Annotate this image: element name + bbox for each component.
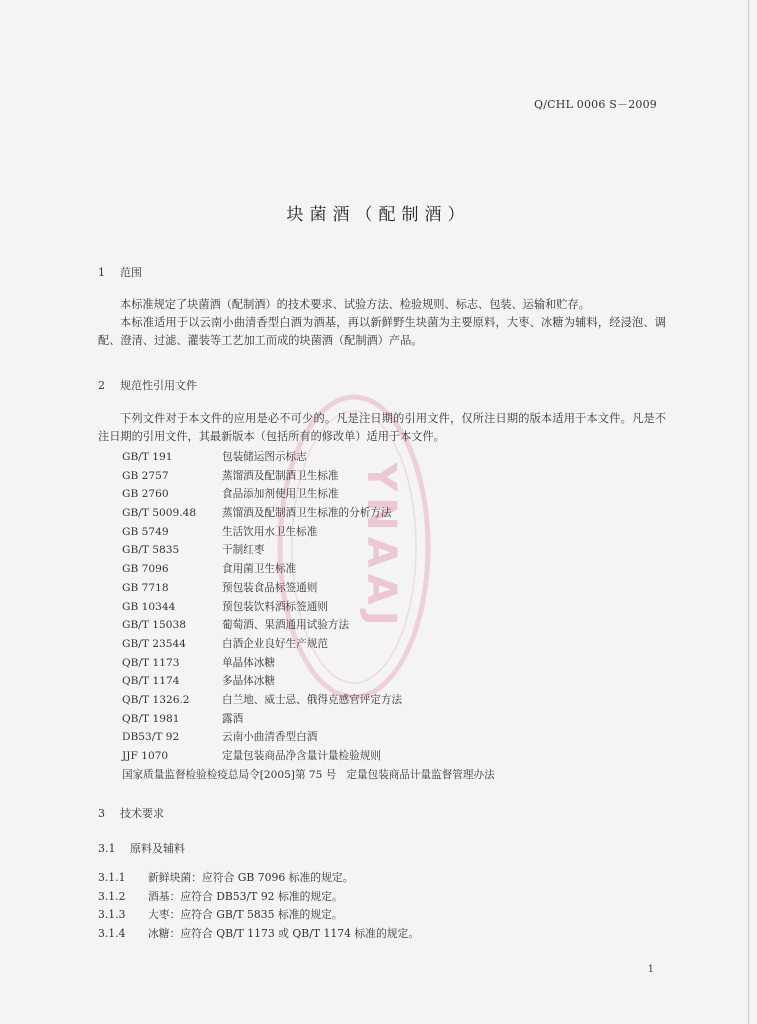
section-title: 规范性引用文件 [120, 379, 197, 392]
section-number: 3.1 [98, 842, 116, 855]
standard-code: Q/CHL 0006 S－2009 [534, 98, 657, 111]
item-number: 3.1.3 [98, 908, 126, 921]
section-3-heading [98, 805, 164, 821]
svg-text:YNAAJ: YNAAJ [358, 462, 404, 632]
reference-code: GB/T 5009.48 [122, 507, 197, 520]
scope-text [98, 296, 666, 350]
reference-name: 葡萄酒、果酒通用试验方法 [222, 619, 350, 632]
reference-item [122, 710, 495, 729]
reference-item [122, 485, 495, 504]
reference-name: 食品添加剂使用卫生标准 [222, 488, 339, 501]
scope-paragraph-2: 本标准适用于以云南小曲清香型白酒为酒基，再以新鲜野生块菌为主要原料，大枣、冰糖为辅料，经浸泡、调配、澄清、过滤、灌装等工艺加工而成的块菌酒（配制酒）产品。 [98, 316, 666, 347]
refs-intro-paragraph: 下列文件对于本文件的应用是必不可少的。凡是注日期的引用文件，仅所注日期的版本适用于本文件。凡是不注日期的引用文件，其最新版本（包括所有的修改单）适用于本文件。 [98, 412, 666, 443]
reference-code: JJF 1070 [122, 750, 169, 762]
reference-item [122, 467, 495, 486]
page-number: 1 [647, 964, 654, 975]
reference-name: 定量包装商品计量监督管理办法 [346, 768, 495, 781]
reference-item [122, 560, 495, 579]
reference-name: 生活饮用水卫生标准 [222, 525, 318, 538]
scope-paragraph-1: 本标准规定了块菌酒（配制酒）的技术要求、试验方法、检验规则、标志、包装、运输和贮存。 [120, 298, 590, 311]
reference-item [122, 541, 495, 560]
item-text: 冰糖：应符合 QB/T 1173 或 QB/T 1174 标准的规定。 [148, 926, 420, 940]
section-number: 3 [98, 807, 105, 820]
reference-name: 蒸馏酒及配制酒卫生标准 [222, 469, 339, 482]
reference-name: 包装储运图示标志 [222, 451, 307, 463]
section-title: 技术要求 [120, 807, 164, 820]
item-number: 3.1.4 [98, 926, 126, 940]
reference-code: 国家质量监督检验检疫总局令[2005]第 75 号 [122, 768, 337, 781]
reference-code: GB 5749 [122, 525, 169, 538]
section-title: 范围 [120, 266, 142, 279]
reference-code: GB 7718 [122, 581, 169, 594]
item-number: 3.1.1 [98, 871, 126, 884]
reference-code: QB/T 1981 [122, 712, 180, 725]
reference-name: 白兰地、威士忌、俄得克感官评定方法 [222, 693, 403, 706]
requirement-item [98, 869, 419, 888]
item-text: 大枣：应符合 GB/T 5835 标准的规定。 [148, 908, 343, 921]
reference-item [122, 579, 495, 598]
reference-code: GB 2760 [122, 488, 169, 501]
reference-name: 蒸馏酒及配制酒卫生标准的分析方法 [222, 507, 392, 520]
item-number: 3.1.2 [98, 889, 126, 903]
section-1-heading [98, 264, 142, 280]
section-title: 原料及辅料 [130, 842, 185, 855]
section-number: 2 [98, 379, 105, 392]
reference-name: 单晶体冰糖 [222, 656, 275, 669]
reference-code: GB/T 5835 [122, 544, 180, 557]
reference-name: 露酒 [222, 712, 244, 725]
section-2-heading [98, 377, 197, 393]
reference-code: QB/T 1326.2 [122, 693, 190, 706]
page-edge-line [748, 0, 749, 1024]
page-title: 块菌酒（配制酒） [286, 205, 471, 225]
requirement-item [98, 888, 419, 907]
reference-name: 预包装饮料酒标签通则 [222, 600, 328, 613]
item-text: 新鲜块菌：应符合 GB 7096 标准的规定。 [148, 871, 354, 884]
section-number: 1 [98, 266, 105, 279]
reference-item [122, 523, 495, 542]
reference-code: GB/T 15038 [122, 619, 186, 632]
reference-code: DB53/T 92 [122, 731, 180, 744]
reference-list [122, 448, 495, 784]
reference-code: GB 7096 [122, 563, 169, 576]
section-3-1-heading [98, 840, 185, 856]
reference-name: 云南小曲清香型白酒 [222, 731, 318, 744]
reference-item [122, 654, 495, 673]
reference-code: GB 10344 [122, 600, 176, 613]
reference-item [122, 635, 495, 654]
reference-item [122, 672, 495, 691]
reference-item [122, 598, 495, 617]
reference-code: QB/T 1173 [122, 656, 180, 669]
reference-name: 预包装食品标签通则 [222, 581, 318, 594]
reference-name: 干制红枣 [222, 544, 265, 557]
reference-name: 白酒企业良好生产规范 [222, 637, 328, 650]
reference-item [122, 728, 495, 747]
reference-name: 多晶体冰糖 [222, 675, 275, 688]
reference-code: GB/T 23544 [122, 637, 186, 650]
reference-item [122, 616, 495, 635]
reference-code: QB/T 1174 [122, 675, 180, 688]
reference-code: GB/T 191 [122, 451, 173, 463]
requirement-item [98, 925, 419, 944]
reference-item [122, 691, 495, 710]
reference-name: 定量包装商品净含量计量检验规则 [222, 750, 381, 762]
reference-item [122, 766, 495, 785]
refs-intro-text [98, 410, 666, 446]
reference-name: 食用菌卫生标准 [222, 563, 297, 576]
requirement-item [98, 906, 419, 925]
reference-code: GB 2757 [122, 469, 169, 482]
reference-item [122, 504, 495, 523]
reference-item [122, 747, 495, 766]
requirement-items [98, 869, 419, 943]
reference-item [122, 448, 495, 467]
item-text: 酒基：应符合 DB53/T 92 标准的规定。 [148, 889, 343, 903]
